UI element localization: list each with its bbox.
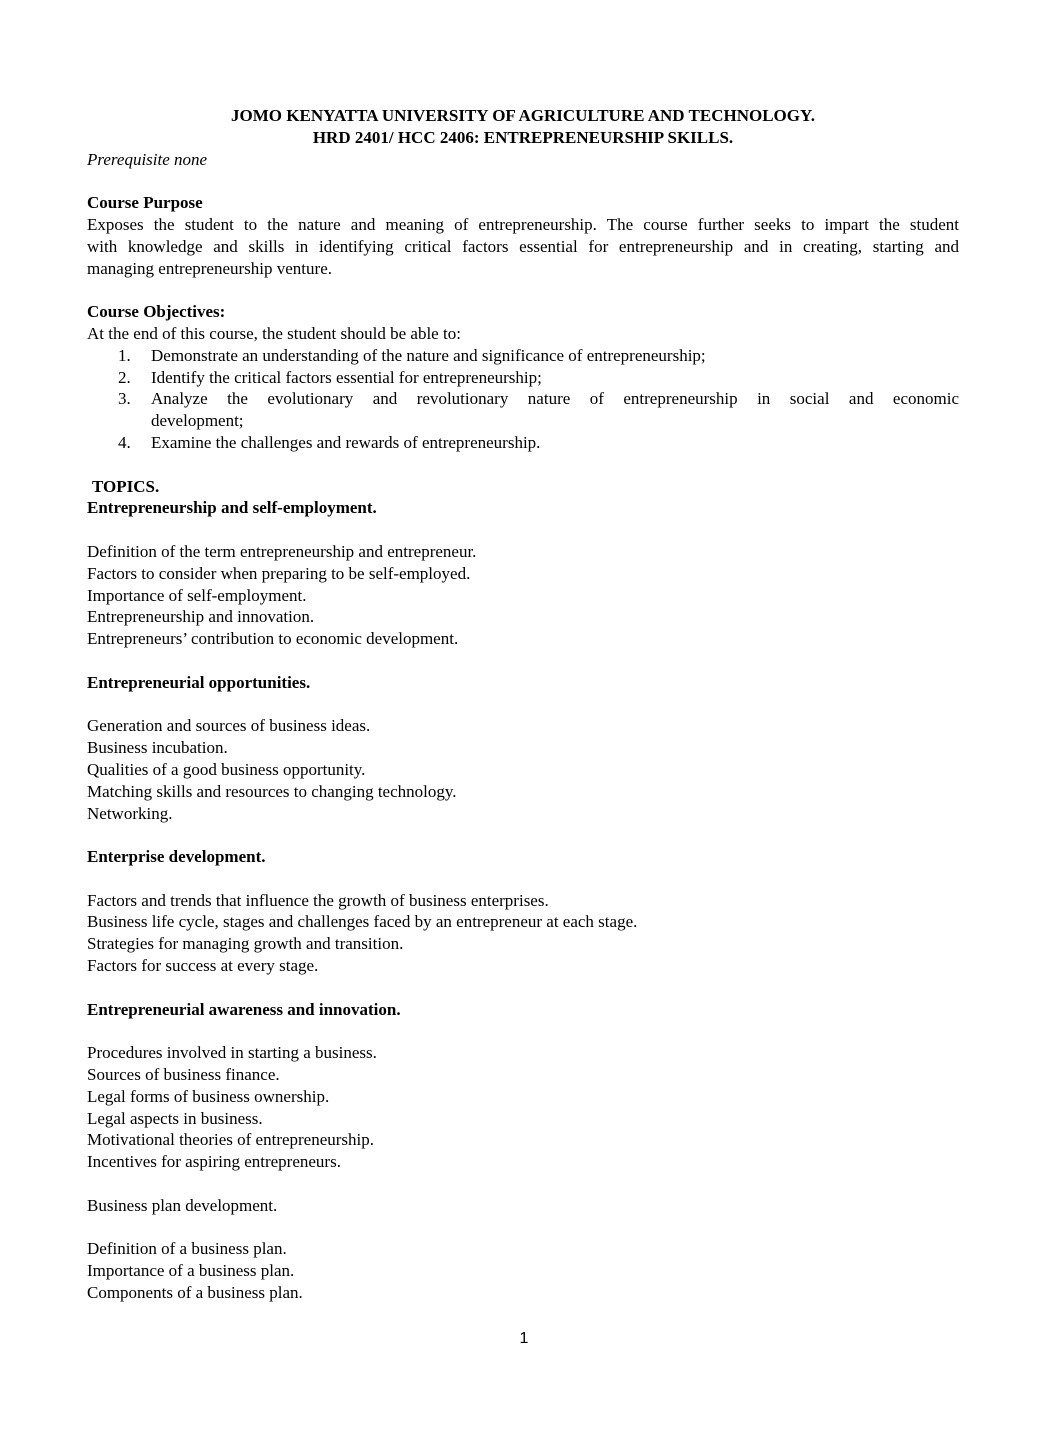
blank-line <box>87 977 959 999</box>
blank-line <box>87 824 959 846</box>
topic-line: Importance of self-employment. <box>87 585 307 605</box>
topic-line: Incentives for aspiring entrepreneurs. <box>87 1152 341 1172</box>
blank-line <box>87 694 959 716</box>
blank-line <box>87 1020 959 1042</box>
topic-line: Definition of the term entrepreneurship and entrepreneur. <box>87 541 477 561</box>
blank-line <box>87 650 959 672</box>
objective-item <box>87 388 959 432</box>
blank-line <box>87 170 959 192</box>
blank-line <box>87 279 959 301</box>
objective-item <box>87 432 959 454</box>
topic-section-title: Entrepreneurial opportunities. <box>87 672 311 692</box>
topics-heading: TOPICS. <box>92 476 160 496</box>
topic-section-title: Enterprise development. <box>87 847 266 867</box>
objective-text: Examine the challenges and rewards of entrepreneurship. <box>151 432 541 452</box>
topic-section-title: Entrepreneurship and self-employment. <box>87 498 377 518</box>
topic-line: Factors and trends that influence the growth of business enterprises. <box>87 890 549 910</box>
topic-line: Business life cycle, stages and challenges faced by an entrepreneur at each stage. <box>87 912 638 932</box>
blank-line <box>87 519 959 541</box>
objective-number: 1. <box>118 345 131 365</box>
topic-line: Legal aspects in business. <box>87 1108 263 1128</box>
topic-line: Definition of a business plan. <box>87 1239 287 1259</box>
blank-line <box>87 454 959 476</box>
topic-line: Business incubation. <box>87 738 228 758</box>
course-purpose-line: with knowledge and skills in identifying critical factors essential for entrepreneurship and in creating, starting and <box>87 236 959 256</box>
course-code-title: HRD 2401/ HCC 2406: ENTREPRENEURSHIP SKILLS. <box>312 127 734 147</box>
topic-line: Factors to consider when preparing to be self-employed. <box>87 563 471 583</box>
topic-line: Motivational theories of entrepreneurship. <box>87 1130 375 1150</box>
topic-line: Entrepreneurs’ contribution to economic development. <box>87 629 459 649</box>
page-number: 1 <box>519 1330 529 1347</box>
objective-text-line: Analyze the evolutionary and revolutionary nature of entrepreneurship in social and economic <box>151 389 959 409</box>
prerequisite-note: Prerequisite none <box>87 149 208 169</box>
objective-number: 4. <box>118 432 131 452</box>
objective-item <box>87 345 959 367</box>
topic-section-title: Entrepreneurial awareness and innovation. <box>87 999 401 1019</box>
topic-line: Generation and sources of business ideas. <box>87 716 371 736</box>
course-objectives-heading: Course Objectives: <box>87 302 226 322</box>
topic-line: Importance of a business plan. <box>87 1261 295 1281</box>
topic-line: Strategies for managing growth and transition. <box>87 934 404 954</box>
objective-number: 2. <box>118 367 131 387</box>
topic-line: Qualities of a good business opportunity. <box>87 759 366 779</box>
blank-line <box>87 1173 959 1195</box>
topic-line: Factors for success at every stage. <box>87 956 319 976</box>
objective-text-line: development; <box>151 411 244 431</box>
course-objectives-intro: At the end of this course, the student should be able to: <box>87 323 461 343</box>
blank-line <box>87 1217 959 1239</box>
topic-line: Entrepreneurship and innovation. <box>87 607 315 627</box>
course-purpose-line: managing entrepreneurship venture. <box>87 258 332 278</box>
topic-line: Sources of business finance. <box>87 1065 280 1085</box>
topic-line: Matching skills and resources to changing technology. <box>87 781 457 801</box>
topic-line: Networking. <box>87 803 173 823</box>
objective-text: Identify the critical factors essential for entrepreneurship; <box>151 367 542 387</box>
objective-item <box>87 367 959 389</box>
course-purpose-heading: Course Purpose <box>87 193 203 213</box>
document-title: JOMO KENYATTA UNIVERSITY OF AGRICULTURE AND TECHNOLOGY. <box>231 106 815 125</box>
topic-line: Components of a business plan. <box>87 1283 303 1303</box>
topic-line: Procedures involved in starting a business. <box>87 1043 377 1063</box>
course-purpose-line: Exposes the student to the nature and meaning of entrepreneurship. The course further seeks to impart the student <box>87 214 959 234</box>
objective-text: Demonstrate an understanding of the nature and significance of entrepreneurship; <box>151 345 706 365</box>
topic-section-title: Business plan development. <box>87 1195 278 1215</box>
blank-line <box>87 868 959 890</box>
topic-line: Legal forms of business ownership. <box>87 1086 330 1106</box>
objective-number: 3. <box>118 389 131 409</box>
objective-text <box>151 388 959 432</box>
